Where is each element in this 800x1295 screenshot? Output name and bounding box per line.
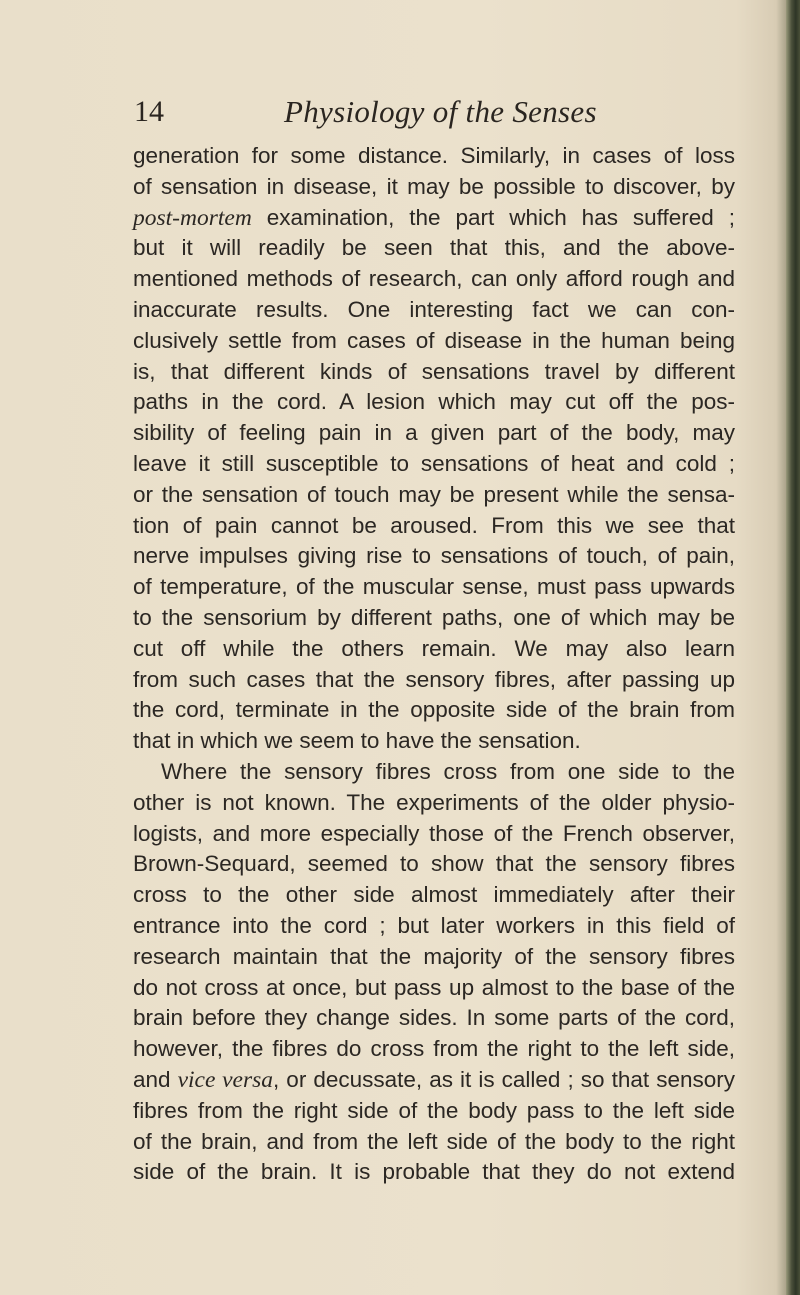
text-line: clusively settle from cases of disease in the human being xyxy=(133,327,735,353)
text-line: brain before they change sides. In some parts of the cord, xyxy=(133,1005,735,1031)
text-line: however, the fibres do cross from the right to the left side, xyxy=(133,1036,735,1062)
page-header xyxy=(134,94,738,134)
text-line: or the sensation of touch may be present while the sensa- xyxy=(133,481,735,507)
text-line: sibility of feeling pain in a given part of the body, may xyxy=(133,420,735,446)
italic-phrase: vice versa xyxy=(177,1066,273,1093)
text-line: inaccurate results. One interesting fact we can con- xyxy=(133,296,735,322)
text-line: cut off while the others remain. We may also learn xyxy=(133,635,735,661)
text-line: to the sensorium by different paths, one of which may be xyxy=(133,604,735,630)
text-line: the cord, terminate in the opposite side of the brain from xyxy=(133,697,735,723)
text-line: generation for some distance. Similarly, in cases of loss xyxy=(133,143,735,168)
text-line: do not cross at once, but pass up almost to the base of the xyxy=(133,974,735,1000)
text-line: is, that different kinds of sensations travel by different xyxy=(133,358,735,384)
text-line: of the brain, and from the left side of the body to the right xyxy=(133,1128,735,1154)
text-line: from such cases that the sensory fibres, after passing up xyxy=(133,666,735,692)
running-title: Physiology of the Senses xyxy=(284,94,597,129)
text-line: nerve impulses giving rise to sensations of touch, of pain, xyxy=(133,543,735,569)
text-line: paths in the cord. A lesion which may cut off the pos- xyxy=(133,389,735,415)
text-line: mentioned methods of research, can only afford rough and xyxy=(133,266,735,292)
text-line: other is not known. The experiments of the older physio- xyxy=(133,789,735,815)
text-line: of temperature, of the muscular sense, must pass upwards xyxy=(133,574,735,600)
text-line: and vice versa, or decussate, as it is called ; so that sensory xyxy=(133,1066,735,1093)
text-line: research maintain that the majority of the sensory fibres xyxy=(133,943,735,969)
text-line: of sensation in disease, it may be possible to discover, by xyxy=(133,173,735,199)
text-line: leave it still susceptible to sensations of heat and cold ; xyxy=(133,450,735,476)
italic-phrase: post-mortem xyxy=(133,204,252,231)
text-line: cross to the other side almost immediately after their xyxy=(133,882,735,908)
page-number: 14 xyxy=(134,95,164,128)
text-line-paragraph-start: Where the sensory fibres cross from one side to the xyxy=(161,758,735,784)
text-line: post-mortem examination, the part which has suffered ; xyxy=(133,204,735,231)
text-line: entrance into the cord ; but later workers in this field of xyxy=(133,912,735,938)
text-line: logists, and more especially those of the French observer, xyxy=(133,820,735,846)
book-spine-edge xyxy=(786,0,800,1295)
text-line: side of the brain. It is probable that they do not extend xyxy=(133,1159,735,1185)
text-line: fibres from the right side of the body pass to the left side xyxy=(133,1097,735,1123)
text-line-paragraph-end: that in which we seem to have the sensation. xyxy=(133,728,581,754)
body-text xyxy=(133,141,735,1188)
text-line: but it will readily be seen that this, and the above- xyxy=(133,235,735,261)
text-line: tion of pain cannot be aroused. From this we see that xyxy=(133,512,735,538)
text-line: Brown-Sequard, seemed to show that the sensory fibres xyxy=(133,851,735,877)
